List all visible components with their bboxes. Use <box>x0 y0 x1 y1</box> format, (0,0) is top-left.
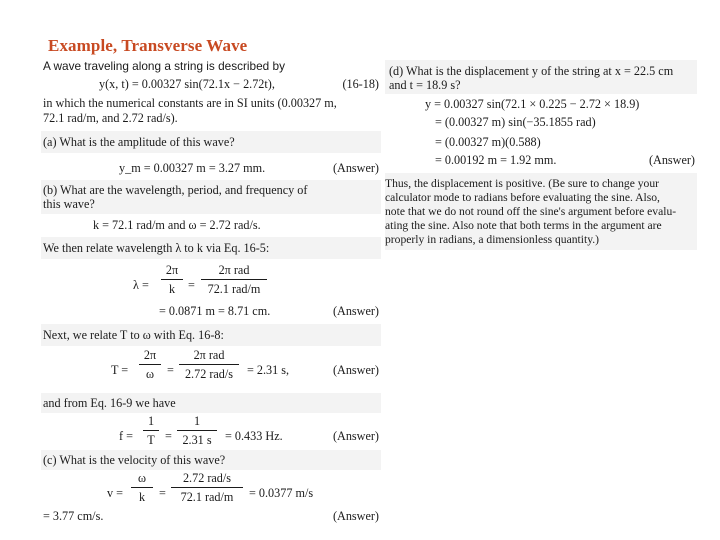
displacement-line-3: = (0.00327 m)(0.588) <box>435 135 541 149</box>
k-omega-values: k = 72.1 rad/m and ω = 2.72 rad/s. <box>93 218 261 232</box>
T-frac1-den: ω <box>145 367 155 381</box>
f-result: = 0.433 Hz. <box>225 429 283 443</box>
v-frac1-den: k <box>138 490 146 504</box>
v-frac2-num: 2.72 rad/s <box>182 471 232 485</box>
lambda-frac2-den: 72.1 rad/m <box>207 282 261 296</box>
T-lhs: T = <box>111 363 129 377</box>
v-eqsign: = <box>159 486 166 500</box>
T-frac2-den: 2.72 rad/s <box>184 367 234 381</box>
lambda-lhs: λ = <box>133 278 149 292</box>
lambda-result: = 0.0871 m = 8.71 cm. <box>159 304 271 318</box>
left-column <box>41 58 381 522</box>
question-b-panel <box>41 180 381 214</box>
v-frac1-num: ω <box>137 471 147 485</box>
answer-label-v: (Answer) <box>332 509 379 523</box>
f-frac2-den: 2.31 s <box>182 433 212 447</box>
v-frac2-bar <box>171 487 243 488</box>
intro-line-2: in which the numerical constants are in SI units (0.00327 m, <box>43 96 337 110</box>
note-line-4: ating the sine. Also note that both terms in the argument are <box>385 219 662 232</box>
note-line-1: Thus, the displacement is positive. (Be sure to change your <box>385 177 659 190</box>
note-line-3: note that we do not round off the sine's argument before evalu- <box>385 205 677 218</box>
lambda-frac2-bar <box>201 279 267 280</box>
f-frac2-num: 1 <box>193 414 201 428</box>
T-result: = 2.31 s, <box>247 363 290 377</box>
lambda-frac2-num: 2π rad <box>218 263 250 277</box>
question-b-line-2: this wave? <box>43 197 95 211</box>
T-frac1-bar <box>139 364 161 365</box>
answer-label-T: (Answer) <box>332 363 379 377</box>
lambda-frac1-num: 2π <box>165 263 179 277</box>
v-frac2-den: 72.1 rad/m <box>180 490 234 504</box>
displacement-line-1: y = 0.00327 sin(72.1 × 0.225 − 2.72 × 18.9) <box>425 97 640 111</box>
f-eqsign: = <box>165 429 172 443</box>
question-a-panel <box>41 131 381 153</box>
note-panel <box>385 173 697 250</box>
v-result: = 0.0377 m/s <box>249 486 314 500</box>
f-frac1-bar <box>143 430 159 431</box>
f-frac2-bar <box>177 430 217 431</box>
intro-line-3: 72.1 rad/m, and 2.72 rad/s). <box>43 111 178 125</box>
note-line-2: calculator mode to radians before evaluating the sine. Also, <box>385 191 660 204</box>
question-c: (c) What is the velocity of this wave? <box>43 453 226 467</box>
question-d-line-2: and t = 18.9 s? <box>389 78 461 92</box>
answer-label-d: (Answer) <box>648 153 695 167</box>
question-a: (a) What is the amplitude of this wave? <box>43 135 235 149</box>
intro-line-1: A wave traveling along a string is described by <box>43 59 285 73</box>
answer-label-lambda: (Answer) <box>332 304 379 318</box>
from-eq-text: and from Eq. 16-9 we have <box>43 396 176 410</box>
right-column <box>385 60 697 250</box>
f-frac1-num: 1 <box>147 414 155 428</box>
v-result-cm: = 3.77 cm/s. <box>43 509 104 523</box>
f-frac1-den: T <box>147 433 155 447</box>
v-lhs: v = <box>107 486 124 500</box>
relate-lambda-panel <box>41 237 381 259</box>
question-b-line-1: (b) What are the wavelength, period, and frequency of <box>43 183 308 197</box>
lambda-frac1-den: k <box>168 282 176 296</box>
question-d-line-1: (d) What is the displacement y of the string at x = 22.5 cm <box>389 64 674 78</box>
relate-lambda-text: We then relate wavelength λ to k via Eq. 16-5: <box>43 241 270 255</box>
relate-T-panel <box>41 324 381 346</box>
T-frac1-num: 2π <box>143 348 157 362</box>
wave-equation-number: (16-18) <box>342 77 379 91</box>
displacement-line-4: = 0.00192 m = 1.92 mm. <box>435 153 557 167</box>
from-eq-panel <box>41 393 381 413</box>
wave-equation: y(x, t) = 0.00327 sin(72.1x − 2.72t), <box>99 77 275 91</box>
lambda-frac1-bar <box>161 279 183 280</box>
amplitude-equation: y_m = 0.00327 m = 3.27 mm. <box>119 161 266 175</box>
answer-label-a: (Answer) <box>332 161 379 175</box>
answer-label-f: (Answer) <box>332 429 379 443</box>
lambda-eqsign: = <box>188 278 195 292</box>
question-d-panel <box>385 60 697 94</box>
page-title: Example, Transverse Wave <box>48 36 248 55</box>
relate-T-text: Next, we relate T to ω with Eq. 16-8: <box>43 328 224 342</box>
T-eqsign: = <box>167 363 174 377</box>
T-frac2-num: 2π rad <box>193 348 225 362</box>
v-frac1-bar <box>131 487 153 488</box>
displacement-line-2: = (0.00327 m) sin(−35.1855 rad) <box>435 115 596 129</box>
f-lhs: f = <box>119 429 133 443</box>
note-line-5: properly in radians, a dimensionless quantity.) <box>385 233 600 246</box>
question-c-panel <box>41 450 381 470</box>
T-frac2-bar <box>179 364 239 365</box>
